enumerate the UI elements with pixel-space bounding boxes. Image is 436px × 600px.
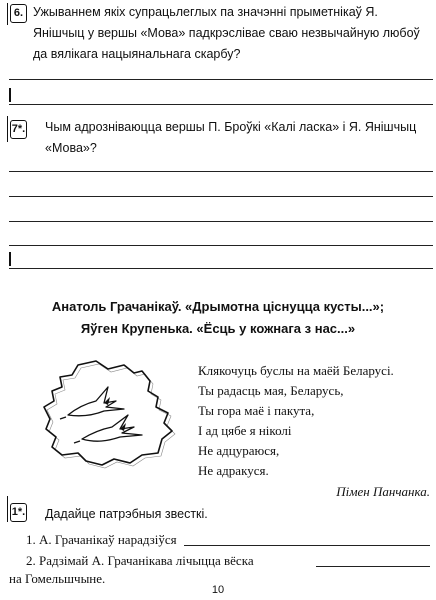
section-title-line-1: Анатоль Грачанікаў. «Дрымотна цiснуцца кусты...»; [51, 299, 385, 314]
q7-answer-line-1 [9, 171, 433, 172]
q7-answer-line-3 [9, 221, 433, 222]
q6-number-badge: 6. [10, 4, 27, 23]
poem-line: Клякочуць буслы на маёй Беларусі. [198, 363, 394, 378]
q6-answer-line [9, 79, 433, 80]
q7-text: Чым адрозніваюцца вершы П. Броўкі «Калі ласка» і Я. Янішчыц «Мова»? [45, 120, 417, 155]
q1-item-1: 1. А. Грачанікаў нарадзіўся [26, 532, 177, 547]
q7-number-badge: 7*. [10, 120, 27, 139]
poem-line: Не адракуся. [198, 463, 269, 478]
q6-bar [9, 88, 11, 102]
page-number: 10 [211, 584, 225, 596]
poem-line: Не адцураюся, [198, 443, 280, 458]
q6-bottom-line [9, 104, 433, 105]
section-title-line-2: Яўген Крупенька. «Ёсць у кожнага з нас...» [80, 321, 356, 336]
poem [198, 361, 433, 481]
poem-line: І ад цябе я ніколі [198, 423, 292, 438]
q6-badge-stem [7, 3, 8, 25]
q1-item-1-answer-line [184, 545, 430, 546]
q1-instruction: Дадайце патрэбныя звесткі. [45, 507, 208, 521]
q7-answer-line-4 [9, 245, 433, 246]
poem-author: Пімен Панчанка. [336, 484, 430, 499]
q1-number-badge: 1*. [10, 503, 27, 522]
q7-bar [9, 252, 11, 266]
q1-item-2-answer-line [316, 566, 430, 567]
poem-line: Ты радасць мая, Беларусь, [198, 383, 344, 398]
poem-line: Ты гора маё і пакута, [198, 403, 315, 418]
q1-item-2: 2. Радзімай А. Грачанікава лічыцца вёска [26, 553, 254, 568]
q1-item-2-continuation: на Гомельшчыне. [9, 571, 106, 586]
q6-text: Ужываннем якіх супрацьлеглых па значэнні прыметнікаў Я. Янішчыц у вершы «Мова» падкрэслівае сваю незвычайную любоў да вялікага нацыянальнага скарбу? [33, 5, 420, 61]
q7-answer-line-5 [9, 268, 433, 269]
section-title [0, 296, 436, 340]
q7-answer-line-2 [9, 196, 433, 197]
q1-badge-stem [7, 496, 8, 522]
belarus-map-with-storks-icon [38, 357, 180, 469]
q7-badge-stem [7, 116, 8, 142]
